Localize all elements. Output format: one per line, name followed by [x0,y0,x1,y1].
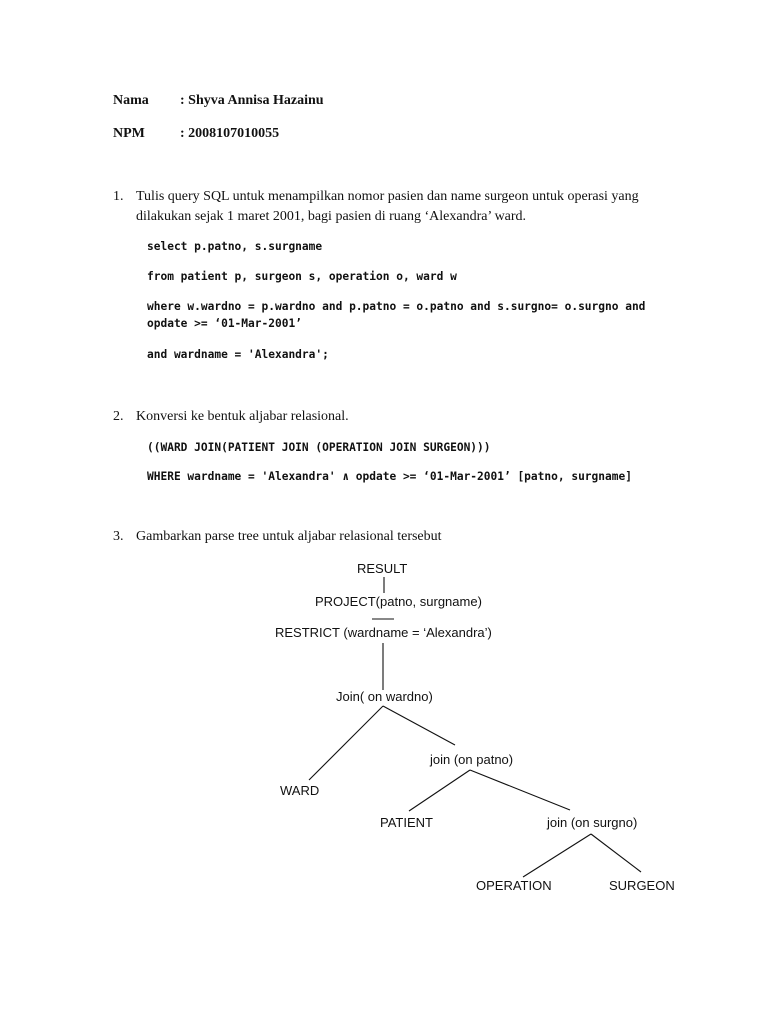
tree-node-restrict: RESTRICT (wardname = ‘Alexandra’) [275,625,492,640]
q1-text-line2: dilakukan sejak 1 maret 2001, bagi pasien di ruang ‘Alexandra’ ward. [136,209,527,224]
q2-number: 2. [113,409,124,424]
tree-node-operation: OPERATION [476,878,552,893]
q1-code-line: select p.patno, s.surgname [147,240,323,253]
nama-value: : Shyva Annisa Hazainu [180,93,324,108]
q1-number: 1. [113,189,124,204]
q1-code-line: where w.wardno = p.wardno and p.patno = o.patno and s.surgno= o.surgno and [147,300,646,313]
tree-node-project: PROJECT(patno, surgname) [315,594,482,609]
tree-node-join-patno: join (on patno) [430,752,514,767]
q2-code-line: ((WARD JOIN(PATIENT JOIN (OPERATION JOIN SURGEON))) [147,441,491,454]
tree-node-patient: PATIENT [380,815,433,830]
tree-edge [523,834,591,877]
nama-label: Nama [113,93,149,108]
q2-text: Konversi ke bentuk aljabar relasional. [136,409,349,424]
tree-edge [409,770,470,811]
q3-text: Gambarkan parse tree untuk aljabar relasional tersebut [136,529,442,544]
q1-code-line: from patient p, surgeon s, operation o, ward w [147,270,457,283]
tree-node-join-surgno: join (on surgno) [547,815,638,830]
tree-node-join-wardno: Join( on wardno) [336,689,433,704]
tree-edge [309,706,383,780]
tree-edge [470,770,570,810]
npm-value: : 2008107010055 [180,126,280,141]
q2-code-line: WHERE wardname = 'Alexandra' ∧ opdate >= ‘01-Mar-2001’ [patno, surgname] [147,470,632,483]
tree-edge [383,706,455,745]
tree-node-ward: WARD [280,783,320,798]
npm-label: NPM [113,126,145,141]
q1-code-line: and wardname = 'Alexandra'; [147,348,329,361]
q3-number: 3. [113,529,124,544]
tree-edge [591,834,641,872]
tree-node-result: RESULT [357,561,408,576]
q1-code-line: opdate >= ‘01-Mar-2001’ [147,317,302,330]
q1-text-line1: Tulis query SQL untuk menampilkan nomor pasien dan name surgeon untuk operasi yang [136,189,639,204]
tree-node-surgeon: SURGEON [609,878,675,893]
